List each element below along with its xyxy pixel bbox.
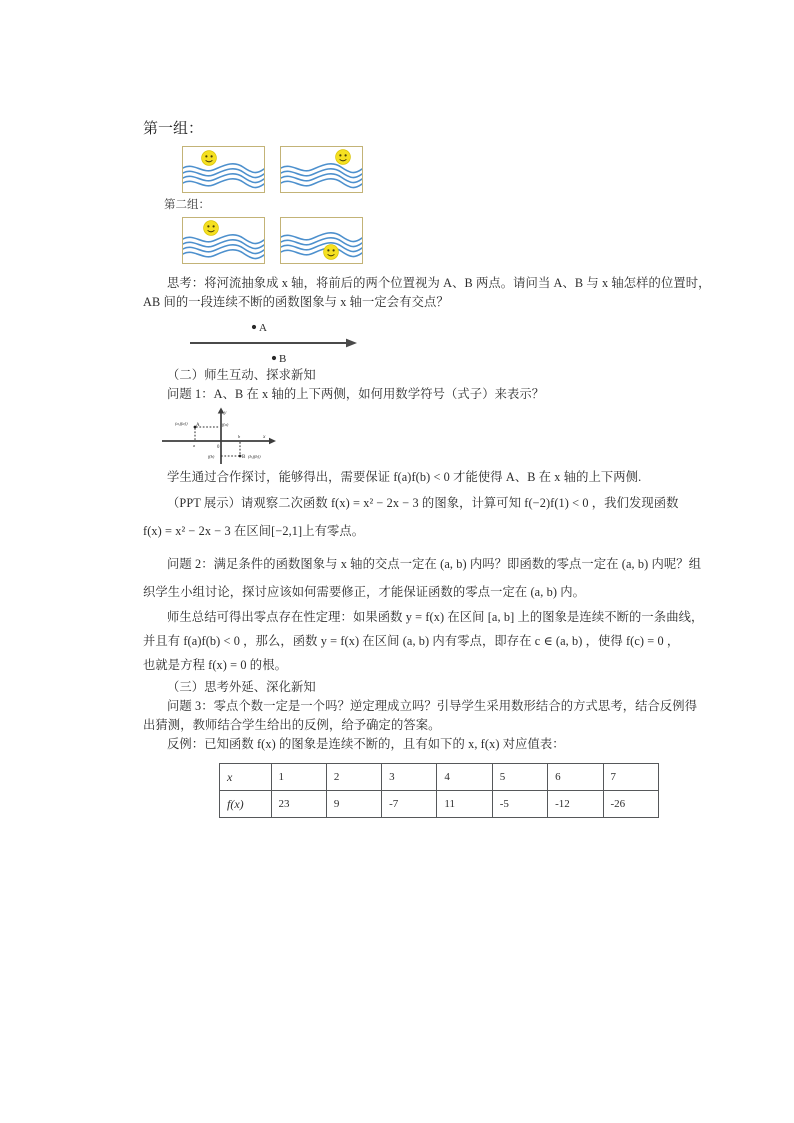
x-axis-arrowhead bbox=[346, 339, 357, 348]
table-row-fx bbox=[220, 791, 659, 818]
x-axis-arrowhead bbox=[269, 438, 276, 444]
river-illustration bbox=[281, 147, 362, 192]
think-paragraph bbox=[143, 274, 711, 312]
river-illustration bbox=[183, 147, 264, 192]
tick-a-label: a bbox=[193, 443, 196, 448]
row-header-x: x bbox=[220, 764, 272, 791]
river-illustration bbox=[183, 218, 264, 263]
cell-fx-6: -12 bbox=[548, 791, 603, 818]
x-fx-value-table bbox=[219, 763, 659, 818]
table-row-x bbox=[220, 764, 659, 791]
cell-fx-1: 23 bbox=[271, 791, 326, 818]
river-group-1 bbox=[182, 146, 659, 193]
group-1-label: 第一组： bbox=[143, 121, 204, 137]
cell-fx-3: -7 bbox=[382, 791, 437, 818]
point-a-letter: A bbox=[196, 423, 200, 428]
section-2-heading: （二）师生互动、探求新知 bbox=[167, 368, 316, 382]
point-b-dot bbox=[272, 356, 276, 360]
section-3-heading: （三）思考外延、深化新知 bbox=[167, 680, 316, 694]
river-panel-1 bbox=[182, 146, 265, 193]
document-body bbox=[143, 118, 711, 818]
smiley-face-icon bbox=[204, 221, 219, 236]
cell-x-3: 3 bbox=[382, 764, 437, 791]
think-line-2: AB 间的一段连续不断的函数图象与 x 轴一定会有交点？ bbox=[143, 295, 449, 309]
theorem-line-1: 师生总结可得出零点存在性定理：如果函数 y = f(x) 在区间 [a, b] 上的图象是连续不断的一条曲线， bbox=[167, 610, 704, 624]
y-axis-label: y bbox=[224, 410, 227, 416]
cell-x-2: 2 bbox=[326, 764, 381, 791]
row-header-fx: f(x) bbox=[220, 791, 272, 818]
counterexample-line: 反例：已知函数 f(x) 的图象是连续不断的，且有如下的 x, f(x) 对应值表： bbox=[167, 737, 565, 751]
point-a-dot bbox=[252, 325, 256, 329]
cell-x-1: 1 bbox=[271, 764, 326, 791]
f-b-label: f(b) bbox=[208, 454, 215, 459]
question-2-line-1: 问题 2：满足条件的函数图象与 x 轴的交点一定在 (a, b) 内吗？即函数的零点一定在 (a, b) 内呢？组 bbox=[167, 557, 702, 571]
ab-axis-diagram bbox=[188, 320, 438, 366]
group-2-label: 第二组： bbox=[164, 199, 210, 211]
cell-fx-7: -26 bbox=[603, 791, 659, 818]
cell-x-7: 7 bbox=[603, 764, 659, 791]
smiley-face-icon bbox=[324, 245, 339, 260]
cell-fx-2: 9 bbox=[326, 791, 381, 818]
point-a-coordinate: (a,f(a)) bbox=[175, 421, 188, 426]
origin-label: 0 bbox=[217, 445, 220, 450]
theorem-line-3: 也就是方程 f(x) = 0 的根。 bbox=[143, 658, 287, 672]
think-line-1: 思考：将河流抽象成 x 轴，将前后的两个位置视为 A、B 两点。请问当 A、B 与 x 轴怎样的位置时， bbox=[167, 276, 711, 290]
tick-b-label: b bbox=[238, 434, 241, 439]
point-a-label: A bbox=[259, 322, 267, 334]
question-3-line-2: 出猜测，教师结合学生给出的反例，给予确定的答案。 bbox=[143, 718, 441, 732]
cell-x-4: 4 bbox=[437, 764, 492, 791]
cell-fx-4: 11 bbox=[437, 791, 492, 818]
cell-x-5: 5 bbox=[492, 764, 547, 791]
value-table-wrapper bbox=[219, 763, 659, 818]
cell-fx-5: -5 bbox=[492, 791, 547, 818]
point-b-coordinate: (b,f(b)) bbox=[248, 454, 261, 459]
river-illustration bbox=[281, 218, 362, 263]
theorem-line-2: 并且有 f(a)f(b) < 0 ，那么，函数 y = f(x) 在区间 (a, b) 内有零点，即存在 c ∈ (a, b) ，使得 f(c) = 0 ， bbox=[143, 634, 680, 648]
coordinate-figure bbox=[151, 406, 659, 468]
ppt-line-1: （PPT 展示）请观察二次函数 f(x) = x² − 2x − 3 的图象，计算可知 f(−2)f(1) < 0 ，我们发现函数 bbox=[167, 496, 679, 510]
river-panel-2 bbox=[280, 146, 363, 193]
ab-number-line-figure bbox=[188, 320, 659, 366]
question-1: 问题 1：A、B 在 x 轴的上下两侧，如何用数学符号（式子）来表示？ bbox=[167, 387, 545, 401]
ppt-line-2: f(x) = x² − 2x − 3 在区间[−2,1]上有零点。 bbox=[143, 524, 365, 538]
point-b-marker bbox=[239, 455, 242, 458]
x-axis-label: x bbox=[263, 434, 266, 440]
zero-point-coordinate-diagram bbox=[151, 406, 283, 468]
river-panel-4 bbox=[280, 217, 363, 264]
student-discussion-line: 学生通过合作探讨，能够得出，需要保证 f(a)f(b) < 0 才能使得 A、B 在 x 轴的上下两侧. bbox=[167, 470, 642, 484]
question-2-line-2: 织学生小组讨论，探讨应该如何需要修正，才能保证函数的零点一定在 (a, b) 内。 bbox=[143, 585, 585, 599]
smiley-face-icon bbox=[202, 151, 217, 166]
f-a-label: f(a) bbox=[222, 422, 229, 427]
question-3-line-1: 问题 3：零点个数一定是一个吗？逆定理成立吗？引导学生采用数形结合的方式思考，结合反例得 bbox=[167, 699, 698, 713]
river-panel-3 bbox=[182, 217, 265, 264]
river-group-2 bbox=[182, 217, 659, 264]
cell-x-6: 6 bbox=[548, 764, 603, 791]
smiley-face-icon bbox=[336, 150, 351, 165]
point-b-letter: B bbox=[242, 455, 246, 460]
point-b-label: B bbox=[279, 353, 287, 365]
